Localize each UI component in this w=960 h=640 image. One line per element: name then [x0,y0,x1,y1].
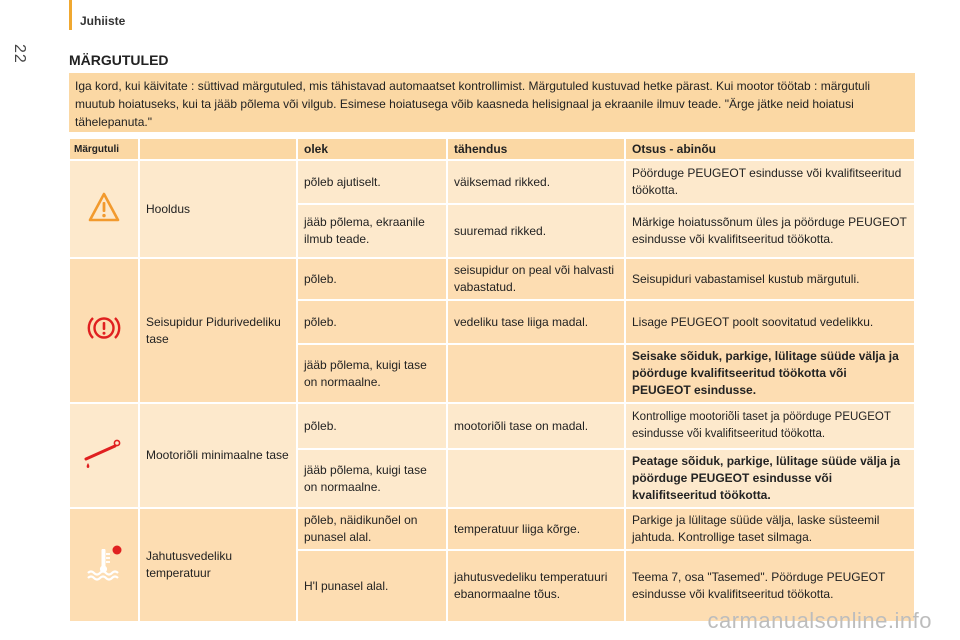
cell-tahendus: seisupidur on peal või halvasti vabastatud. [448,259,624,299]
cell-olek: jääb põlema, kuigi tase on normaalne. [298,345,446,402]
watermark: carmanualsonline.info [707,608,932,633]
table-header-row [70,139,914,159]
icon-cell [70,259,138,402]
icon-cell [70,404,138,507]
cell-tahendus: vedeliku tase liiga madal. [448,301,624,343]
table-row [70,161,914,203]
light-name: Jahutusvedeliku temperatuur [140,509,296,621]
section-label: Juhiiste [80,14,126,28]
header-name [140,139,296,159]
intro-box: Iga kord, kui käivitate : süttivad märgutuled, mis tähistavad automaatset kontrollimist. Märgutuled kustuvad hetke pärast. Kui mootor töötab : märgutuli muutub hoiatuseks, kui ta jääb põlema või vilgub. Esimese hoiatusega võib kaasneda helisignaal ja ekraanile ilmuv teade. "Ärge jätke neid hoiatusi tähelepanuta." [69,73,915,132]
cell-olek: põleb. [298,301,446,343]
header-tahendus: tähendus [448,139,624,159]
brake-warning-icon [87,313,121,343]
header-olek: olek [298,139,446,159]
cell-otsus: Seisupiduri vabastamisel kustub märgutuli. [626,259,914,299]
cell-otsus: Kontrollige mootoriõli taset ja pöörduge PEUGEOT esindusse või kvalifitseeritud töökotta. [626,404,914,448]
cell-tahendus: jahutusvedeliku temperatuuri ebanormaalne tõus. [448,551,624,621]
cell-olek: põleb ajutiselt. [298,161,446,203]
warning-lights-table [68,137,916,623]
cell-tahendus: temperatuur liiga kõrge. [448,509,624,549]
header-icon: Märgutuli [70,139,138,159]
cell-otsus: Lisage PEUGEOT poolt soovitatud vedelikku. [626,301,914,343]
cell-tahendus [448,345,624,402]
cell-otsus: Parkige ja lülitage süüde välja, laske süsteemil jahtuda. Kontrollige taset silmaga. [626,509,914,549]
page-title: MÄRGUTULED [69,52,169,68]
table-row [70,509,914,549]
icon-cell [70,509,138,621]
light-name: Mootoriõli minimaalne tase [140,404,296,507]
light-name: Hooldus [140,161,296,257]
table-row [70,404,914,448]
cell-tahendus [448,450,624,507]
cell-olek: H'l punasel alal. [298,551,446,621]
coolant-temperature-icon [82,545,126,581]
light-name: Seisupidur Pidurivedeliku tase [140,259,296,402]
header-otsus: Otsus - abinõu [626,139,914,159]
cell-otsus: Teema 7, osa "Tasemed". Pöörduge PEUGEOT esindusse või kvalifitseeritud töökotta. [626,551,914,621]
cell-tahendus: väiksemad rikked. [448,161,624,203]
cell-olek: põleb, näidikunõel on punasel alal. [298,509,446,549]
cell-otsus: Märkige hoiatussõnum üles ja pöörduge PEUGEOT esindusse või kvalifitseeritud töökotta. [626,205,914,257]
cell-olek: jääb põlema, kuigi tase on normaalne. [298,450,446,507]
oil-level-icon [82,437,126,469]
accent-bar [69,0,72,30]
table-row [70,259,914,299]
cell-otsus: Pöörduge PEUGEOT esindusse või kvalifitseeritud töökotta. [626,161,914,203]
cell-olek: põleb. [298,259,446,299]
cell-tahendus: mootoriõli tase on madal. [448,404,624,448]
cell-olek: jääb põlema, ekraanile ilmub teade. [298,205,446,257]
page-number: 22 [11,44,28,64]
warning-triangle-icon [87,191,121,223]
cell-otsus: Seisake sõiduk, parkige, lülitage süüde välja ja pöörduge kvalifitseeritud töökotta või PEUGEOT esindusse. [626,345,914,402]
cell-otsus: Peatage sõiduk, parkige, lülitage süüde välja ja pöörduge PEUGEOT esindusse või kvalifitseeritud töökotta. [626,450,914,507]
icon-cell [70,161,138,257]
cell-tahendus: suuremad rikked. [448,205,624,257]
cell-olek: põleb. [298,404,446,448]
